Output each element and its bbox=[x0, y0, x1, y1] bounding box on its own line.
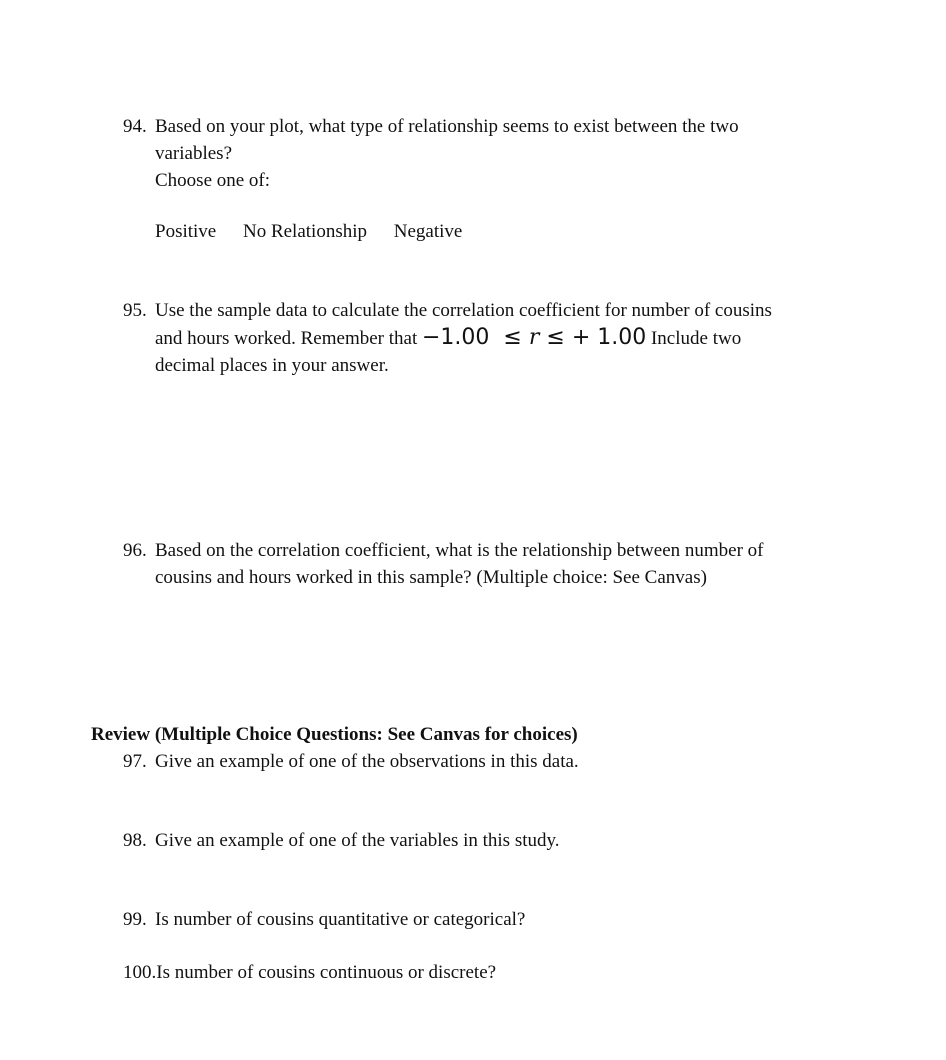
math-lower-bound: −1.00 bbox=[421, 325, 490, 350]
review-section-heading: Review (Multiple Choice Questions: See Canvas for choices) bbox=[91, 724, 578, 745]
question-text-line: variables? bbox=[155, 143, 233, 164]
question-98 bbox=[123, 827, 863, 854]
question-96 bbox=[123, 537, 863, 591]
question-text-line: Use the sample data to calculate the correlation coefficient for number of cousins bbox=[155, 300, 772, 321]
question-text-line: Give an example of one of the variables in this study. bbox=[155, 830, 560, 851]
question-text-line: Choose one of: bbox=[155, 170, 271, 191]
question-95 bbox=[123, 297, 853, 379]
question-99 bbox=[123, 906, 863, 933]
question-text-line: 100.Is number of cousins continuous or discrete? bbox=[123, 962, 497, 983]
question-text: Include two bbox=[650, 328, 742, 349]
choice-positive: Positive bbox=[155, 221, 217, 242]
question-number: 95. bbox=[123, 300, 147, 321]
question-text-line: decimal places in your answer. bbox=[155, 355, 389, 376]
question-number: 98. bbox=[123, 830, 147, 851]
question-number: 94. bbox=[123, 116, 147, 137]
question-text: and hours worked. Remember that bbox=[155, 328, 418, 349]
question-text-line: Based on the correlation coefficient, what is the relationship between number of bbox=[155, 540, 764, 561]
math-upper-bound: + 1.00 bbox=[571, 325, 647, 350]
answer-choices bbox=[155, 218, 484, 245]
math-variable-r: r bbox=[528, 325, 540, 350]
question-97 bbox=[123, 748, 863, 775]
question-text-line: Is number of cousins quantitative or categorical? bbox=[155, 909, 526, 930]
math-le-symbol: ≤ bbox=[546, 325, 565, 350]
question-number: 96. bbox=[123, 540, 147, 561]
question-text-line: Based on your plot, what type of relationship seems to exist between the two bbox=[155, 116, 739, 137]
question-94 bbox=[123, 113, 863, 194]
question-number: 97. bbox=[123, 751, 147, 772]
question-text-line: Give an example of one of the observations in this data. bbox=[155, 751, 579, 772]
choice-no-relationship: No Relationship bbox=[242, 221, 368, 242]
question-text-line bbox=[155, 324, 853, 352]
inequality-formula bbox=[422, 325, 646, 350]
question-100 bbox=[123, 959, 863, 986]
choice-negative: Negative bbox=[393, 221, 463, 242]
question-number: 99. bbox=[123, 909, 147, 930]
math-le-symbol: ≤ bbox=[503, 325, 522, 350]
question-text-line: cousins and hours worked in this sample? (Multiple choice: See Canvas) bbox=[155, 567, 707, 588]
